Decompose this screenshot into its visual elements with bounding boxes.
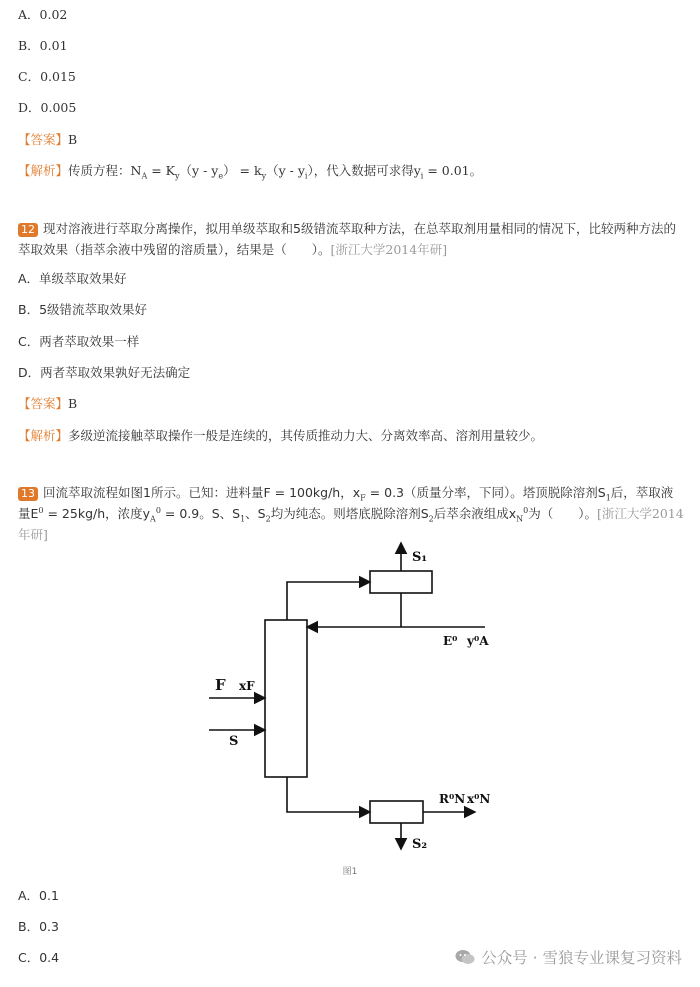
figure-caption: 图1 bbox=[342, 867, 358, 877]
q-sub: N bbox=[516, 514, 524, 524]
label-rn0: R⁰N bbox=[439, 792, 466, 806]
q12-option-d: D．两者萃取效果孰好无法确定 bbox=[18, 365, 191, 380]
wechat-icon bbox=[455, 949, 475, 965]
q-text: 为（ ）。 bbox=[528, 506, 597, 521]
extraction-column bbox=[265, 620, 307, 777]
analysis-tag: 【解析】 bbox=[18, 163, 69, 178]
reflux-extraction-diagram bbox=[195, 535, 495, 857]
analysis-prev bbox=[18, 162, 482, 180]
eq-sub: A bbox=[141, 171, 148, 181]
overhead-line bbox=[287, 582, 370, 620]
q13-option-a: A．0.1 bbox=[18, 888, 59, 903]
q-sub: 2 bbox=[265, 514, 271, 524]
label-ya0: y⁰A bbox=[467, 634, 489, 648]
eq-part: （y - y bbox=[266, 163, 305, 178]
label-s1: S₁ bbox=[412, 550, 428, 565]
option-c-prev: C．0.015 bbox=[18, 69, 76, 84]
analysis-text: 多级逆流接触萃取操作一般是连续的，其传质推动力大、分离效率高、溶剂用量较少。 bbox=[68, 428, 544, 443]
eq-part: = 0.01。 bbox=[423, 163, 483, 178]
q-sup: 0 bbox=[38, 505, 44, 515]
q-sub: 1 bbox=[240, 514, 246, 524]
question-number: 12 bbox=[18, 223, 38, 237]
analysis-tag: 【解析】 bbox=[18, 428, 69, 443]
question-source: [浙江大学2014年研] bbox=[330, 242, 448, 257]
watermark bbox=[455, 946, 682, 968]
option-d-prev: D．0.005 bbox=[18, 100, 77, 115]
eq-part: ），代入数据可求得y bbox=[307, 163, 421, 178]
eq-part: N bbox=[130, 163, 142, 178]
answer-value: B bbox=[68, 396, 78, 411]
eq-sub: e bbox=[218, 171, 224, 181]
q12-option-c: C．两者萃取效果一样 bbox=[18, 334, 140, 349]
answer-tag: 【答案】 bbox=[18, 132, 69, 147]
q-sub: 1 bbox=[605, 493, 611, 503]
top-solvent-separator bbox=[370, 571, 432, 593]
q12-analysis bbox=[18, 427, 543, 445]
analysis-prefix: 传质方程： bbox=[68, 163, 131, 178]
label-s2: S₂ bbox=[412, 837, 428, 852]
answer-tag: 【答案】 bbox=[18, 396, 69, 411]
q12-answer bbox=[18, 395, 77, 413]
eq-part: = K bbox=[147, 163, 176, 178]
label-xf: xF bbox=[239, 679, 255, 693]
q12-option-b: B．5级错流萃取效果好 bbox=[18, 302, 148, 317]
bottom-solvent-separator bbox=[370, 801, 423, 823]
eq-sub: y bbox=[175, 171, 180, 181]
answer-prev bbox=[18, 131, 77, 149]
q-text: 后，萃取液量E bbox=[18, 485, 674, 521]
label-xn0: x⁰N bbox=[467, 792, 491, 806]
eq-part: ） = k bbox=[223, 163, 262, 178]
q-sub: F bbox=[360, 493, 366, 503]
q-text: 均为纯态。则塔底脱除溶剂S bbox=[270, 506, 429, 521]
q-sub: A bbox=[150, 514, 156, 524]
q-text: 后萃余液组成x bbox=[433, 506, 517, 521]
question-number: 13 bbox=[18, 487, 38, 501]
eq-part: （y - y bbox=[179, 163, 219, 178]
label-s: S bbox=[229, 734, 239, 749]
eq-sub: i bbox=[420, 171, 424, 181]
q-sup: 0 bbox=[523, 505, 529, 515]
q13-option-b: B．0.3 bbox=[18, 919, 59, 934]
question-12 bbox=[18, 218, 684, 260]
q-sup: 0 bbox=[155, 505, 161, 515]
question-text: 现对溶液进行萃取分离操作，拟用单级萃取和5级错流萃取种方法，在总萃取剂用量相同的情况下，比较两种方法的萃取效果（指萃余液中残留的溶质量），结果是（ ）。 bbox=[18, 221, 676, 257]
option-a-prev: A．0.02 bbox=[18, 7, 68, 22]
question-source: [浙江大学2014年研] bbox=[18, 506, 684, 542]
answer-value: B bbox=[68, 132, 78, 147]
watermark-text: 公众号 · 雪狼专业课复习资料 bbox=[481, 949, 682, 967]
q12-option-a: A．单级萃取效果好 bbox=[18, 271, 127, 286]
q-text: = 0.3（质量分率，下同）。塔顶脱除溶剂S bbox=[365, 485, 606, 500]
q-text: = 25kg/h，浓度y bbox=[43, 506, 151, 521]
eq-sub: y bbox=[261, 171, 267, 181]
q13-option-c: C．0.4 bbox=[18, 950, 60, 965]
q-text: 、S bbox=[245, 506, 266, 521]
q-text: 回流萃取流程如图1所示。已知：进料量F = 100kg/h，x bbox=[43, 485, 361, 500]
eq-sub: i bbox=[304, 171, 308, 181]
q-text: = 0.9。S、S bbox=[160, 506, 241, 521]
label-e0: E⁰ bbox=[443, 634, 458, 648]
q-sub: 2 bbox=[428, 514, 434, 524]
option-b-prev: B．0.01 bbox=[18, 38, 68, 53]
bottoms-line bbox=[287, 777, 370, 812]
label-f: F bbox=[215, 676, 226, 694]
